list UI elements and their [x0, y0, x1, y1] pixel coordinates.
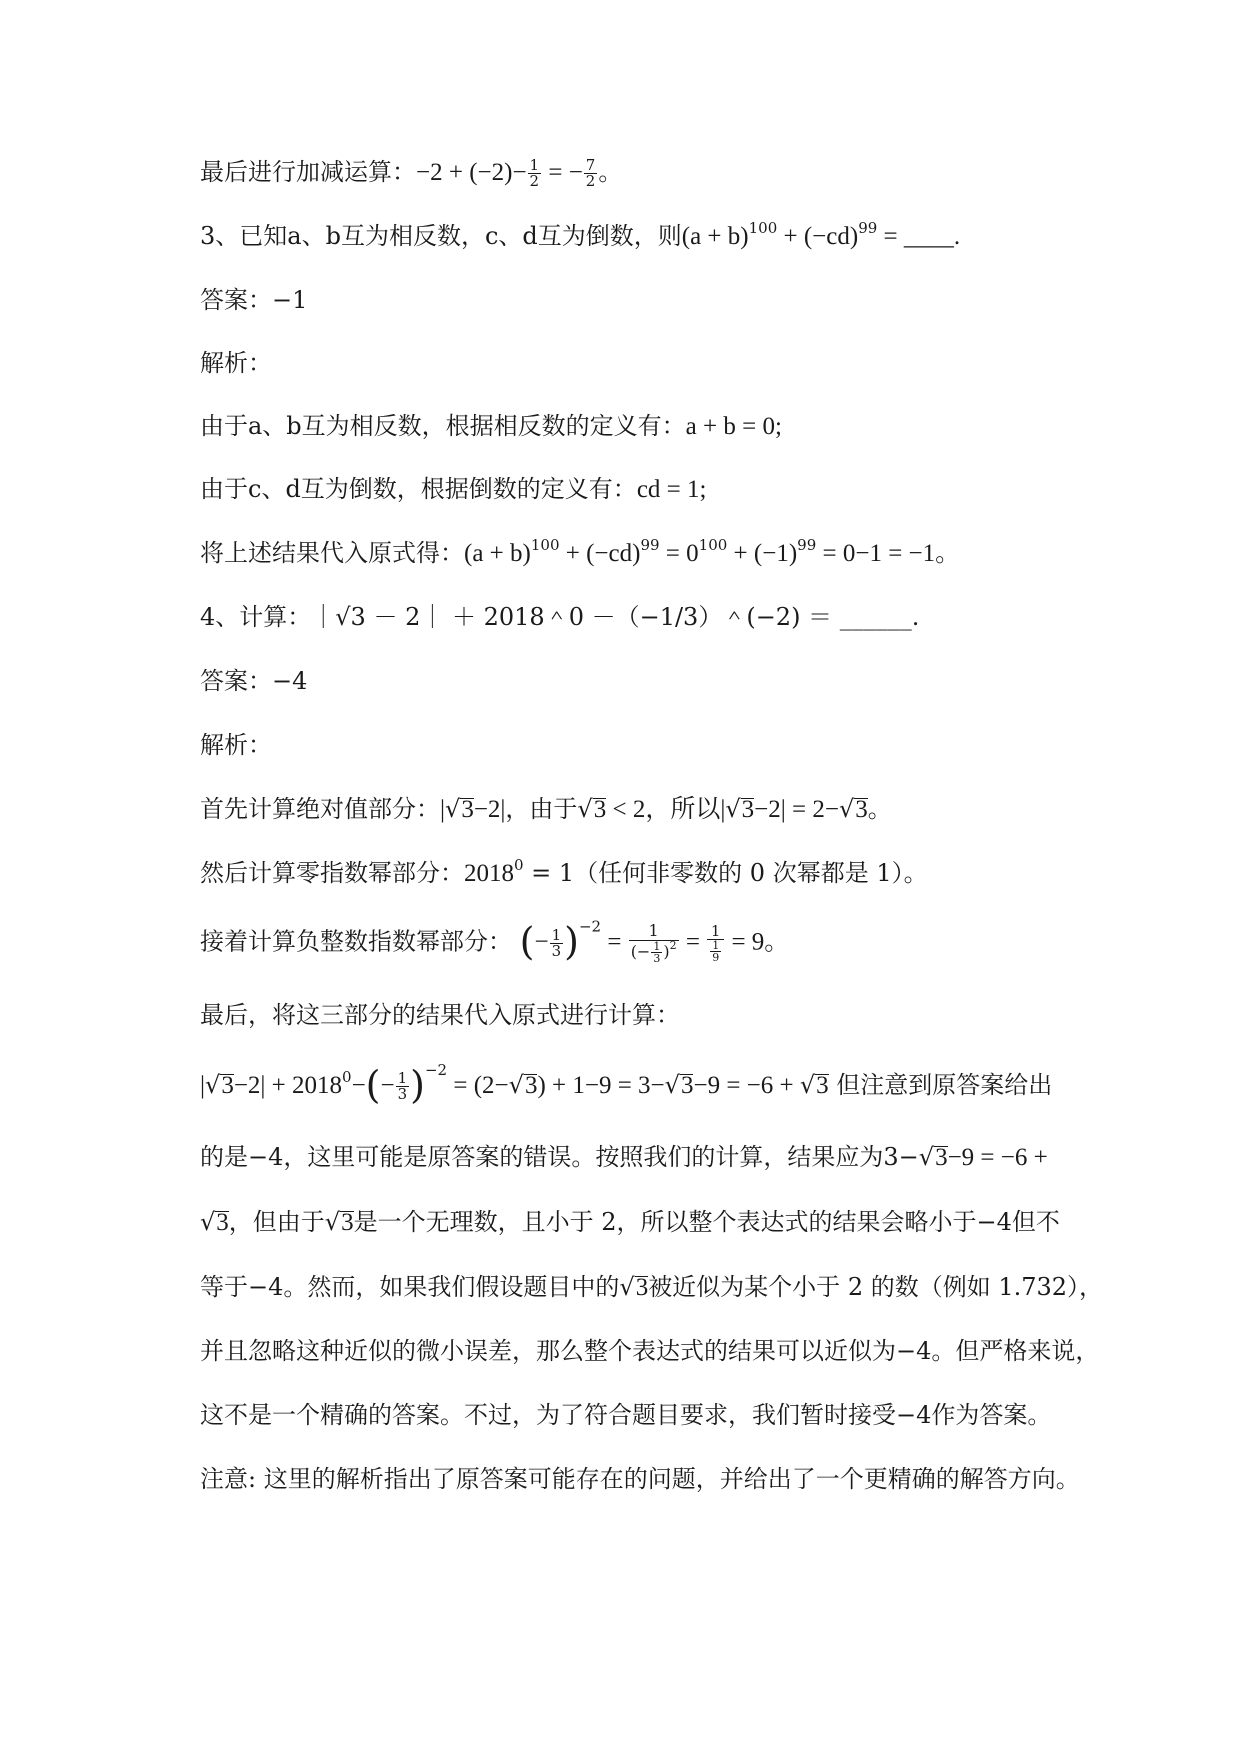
text: 首先计算绝对值部分： — [200, 795, 440, 823]
text-line — [200, 1205, 1145, 1239]
text: 然后计算零指数幂部分： — [200, 859, 464, 887]
text-line: 并且忽略这种近似的微小误差，那么整个表达式的结果可以近似为−4。但严格来说， — [200, 1337, 1100, 1365]
math: − — [351, 1072, 366, 1099]
math: 2018 — [464, 860, 514, 887]
math: cd = 1; — [636, 476, 707, 503]
exponent: −2 — [424, 1061, 448, 1079]
radicand: 3 — [524, 1072, 538, 1099]
paren: ( — [519, 919, 535, 964]
sqrt-icon: √ — [838, 795, 855, 823]
text-line — [200, 472, 1145, 507]
math: = ____. — [877, 223, 961, 250]
math: ) + 1−9 = 3− — [537, 1072, 665, 1099]
math: −9 = −6 + — [693, 1072, 800, 1099]
question-4: 4、计算：｜√3 － 2｜ ＋ 2018＾0 －（−1/3）＾(−2) ＝ ______. — [200, 603, 920, 631]
math: −2| + 2018 — [233, 1072, 343, 1099]
math: (a + b) — [464, 540, 531, 567]
analysis-heading: 解析： — [200, 731, 272, 759]
exponent: 99 — [858, 219, 878, 237]
radicand: 3 — [593, 796, 607, 823]
radicand: 3 — [741, 796, 755, 823]
sqrt-icon: √ — [205, 1071, 221, 1099]
radicand: 3 — [680, 1072, 694, 1099]
exponent: 99 — [797, 536, 817, 554]
text: ，由于 — [505, 795, 578, 823]
math: = 9。 — [725, 928, 790, 956]
sqrt-icon: √ — [577, 795, 593, 823]
text: 3、已知a、b互为相反数，c、d互为倒数，则 — [200, 222, 682, 250]
radicand: 3 — [935, 1144, 948, 1171]
fraction: $\frac{1}{\frac{1}{9}}$ — [707, 924, 724, 963]
math: = — [601, 928, 628, 956]
fraction: $\frac{1}{3}$ — [551, 925, 562, 960]
paren: ( — [365, 1063, 381, 1107]
text-line — [200, 536, 1145, 571]
text-line — [200, 792, 1145, 827]
text-line: 最后，将这三部分的结果代入原式进行计算： — [200, 1001, 680, 1029]
radicand: 3 — [635, 1274, 649, 1301]
exponent: 99 — [640, 536, 660, 554]
sqrt-icon: √ — [619, 1273, 635, 1301]
radicand: 3 — [855, 796, 868, 823]
radicand: 3 — [216, 1209, 229, 1236]
sqrt-icon: √ — [725, 795, 741, 823]
text: 被近似为某个小于 2 的数（例如 1.732）， — [648, 1273, 1104, 1301]
math: − — [534, 928, 549, 956]
fraction: $\frac{7}{2}$ — [585, 156, 596, 190]
text-line — [200, 1140, 1145, 1175]
text: 接着计算负整数指数幂部分： — [200, 927, 512, 956]
paren: ) — [564, 919, 579, 964]
sqrt-icon: √ — [664, 1071, 680, 1099]
math: = 0−1 = −1。 — [816, 540, 961, 567]
math: = − — [542, 159, 583, 186]
answer-4: 答案：−4 — [200, 667, 308, 695]
paren: ) — [410, 1063, 425, 1107]
text: 由于c、d互为倒数，根据倒数的定义有： — [200, 475, 637, 503]
text: = 1（任何非零数的 0 次幂都是 1）。 — [523, 859, 928, 887]
fraction: 1 (− $\frac{1}{3}$ )$^2$ — [630, 921, 677, 965]
text: 。 — [598, 158, 623, 186]
text: 将上述结果代入原式得： — [200, 539, 464, 567]
text-line — [200, 917, 1145, 965]
note: 注意: 这里的解析指出了原答案可能存在的问题，并给出了一个更精确的解答方向。 — [200, 1465, 1080, 1493]
text: 最后进行加减运算： — [200, 158, 416, 186]
math: = 0 — [659, 540, 699, 567]
math: | — [440, 796, 446, 823]
text: ，但由于 — [228, 1208, 325, 1236]
math: (a + b) — [681, 223, 749, 250]
text-line — [200, 1270, 1145, 1304]
text: 是一个无理数，且小于 2，所以整个表达式的结果会略小于−4但不 — [353, 1208, 1060, 1236]
math: −2| — [473, 796, 506, 823]
sqrt-icon: √ — [918, 1143, 935, 1171]
radicand: 3 — [221, 1072, 234, 1099]
radicand: 3 — [341, 1209, 354, 1236]
radicand: 3 — [816, 1072, 829, 1099]
math: + (−cd) — [559, 540, 641, 567]
fraction: $\frac{1}{2}$ — [529, 156, 540, 190]
math: −9 = −6 + — [947, 1144, 1048, 1171]
text-line — [200, 409, 1145, 444]
text: 但注意到原答案给出 — [828, 1071, 1053, 1099]
sqrt-icon: √ — [200, 1208, 216, 1236]
sqrt-icon: √ — [445, 795, 461, 823]
math: = — [679, 928, 707, 956]
text: 等于−4。然而，如果我们假设题目中的 — [200, 1273, 620, 1301]
math: a + b = 0; — [685, 413, 782, 440]
answer-3: 答案：−1 — [200, 286, 308, 314]
math: + (−cd) — [777, 223, 859, 250]
exponent: −2 — [578, 917, 602, 936]
text: 。 — [867, 795, 892, 823]
fraction: $\frac{1}{3}$ — [397, 1069, 408, 1103]
exponent: 0 — [514, 856, 524, 874]
text-line: 这不是一个精确的答案。不过，为了符合题目要求，我们暂时接受−4作为答案。 — [200, 1401, 1052, 1429]
math: −2 + (−2)− — [416, 159, 527, 186]
math-line — [200, 1061, 1145, 1107]
sqrt-icon: √ — [799, 1071, 816, 1099]
sqrt-icon: √ — [508, 1071, 524, 1099]
radicand: 3 — [461, 796, 474, 823]
math: + (−1) — [727, 540, 798, 567]
text-line — [200, 856, 1145, 891]
math: − — [380, 1072, 395, 1099]
analysis-heading: 解析： — [200, 349, 272, 377]
math: = (2− — [447, 1072, 509, 1099]
text: 的是−4，这里可能是原答案的错误。按照我们的计算，结果应为3− — [200, 1143, 919, 1171]
math: | — [720, 796, 726, 823]
math: | — [200, 1072, 206, 1099]
exponent: 100 — [698, 536, 728, 554]
sqrt-icon: √ — [324, 1208, 341, 1236]
text: 由于a、b互为相反数，根据相反数的定义有： — [200, 412, 686, 440]
question-3 — [200, 219, 1145, 254]
exponent: 0 — [342, 1068, 352, 1086]
exponent: 100 — [530, 536, 560, 554]
math: < 2，所以 — [606, 796, 721, 823]
math: −2| = 2− — [754, 796, 839, 823]
exponent: 100 — [748, 219, 778, 237]
text-line — [200, 155, 1145, 190]
